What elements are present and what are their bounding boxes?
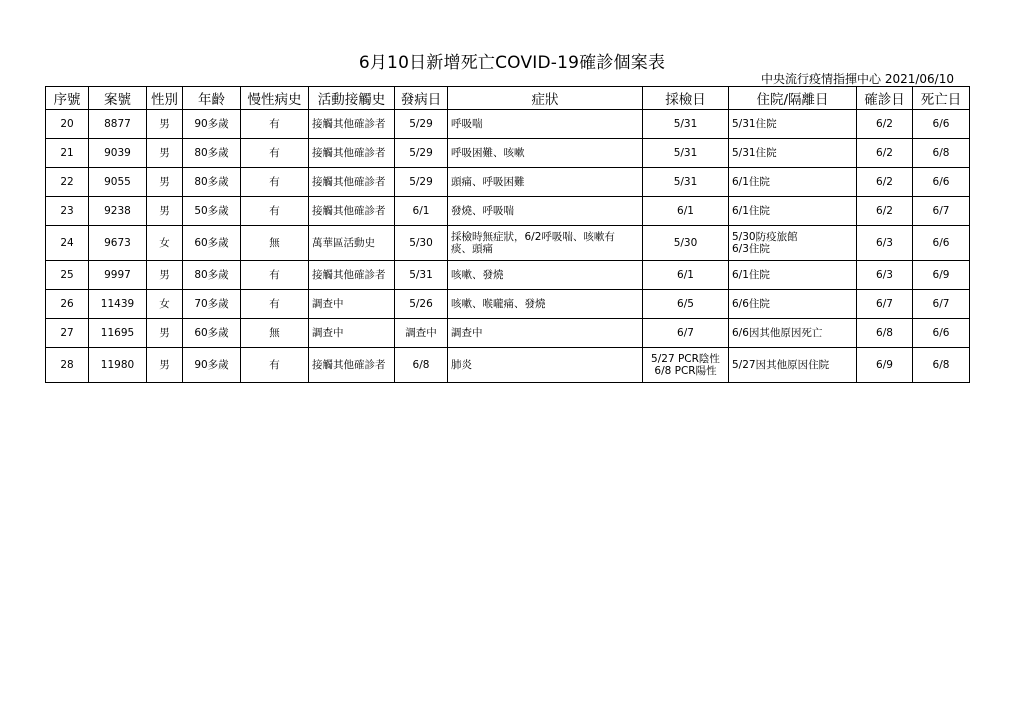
cell-hospital-date-line: 5/31住院 xyxy=(732,118,777,130)
cell-chronic: 無 xyxy=(241,226,309,261)
cell-confirm-date: 6/2 xyxy=(857,139,913,168)
table-row xyxy=(46,319,970,348)
cell-symptoms xyxy=(448,261,643,290)
cell-test-date-line: 5/31 xyxy=(673,176,698,188)
cell-chronic: 有 xyxy=(241,348,309,383)
cell-symptoms-line: 咳嗽、發燒 xyxy=(451,269,504,281)
cell-death-date: 6/7 xyxy=(913,197,970,226)
cell-hospital-date-line: 6/3住院 xyxy=(732,243,770,255)
cell-test-date xyxy=(643,290,729,319)
cell-hospital-date xyxy=(729,290,857,319)
cell-seq: 20 xyxy=(46,110,89,139)
cell-test-date-line: 5/30 xyxy=(673,237,698,249)
table-row xyxy=(46,197,970,226)
cell-onset: 5/30 xyxy=(395,226,448,261)
cell-hospital-date xyxy=(729,319,857,348)
cell-age: 80多歲 xyxy=(183,139,241,168)
cell-confirm-date: 6/3 xyxy=(857,226,913,261)
cell-hospital-date xyxy=(729,168,857,197)
cell-test-date-line: 5/31 xyxy=(673,118,698,130)
cell-sex: 男 xyxy=(147,261,183,290)
cell-symptoms-line: 呼吸困難、咳嗽 xyxy=(451,147,525,159)
cell-age: 90多歲 xyxy=(183,348,241,383)
cell-symptoms-line: 痰、頭痛 xyxy=(451,243,493,255)
table-row xyxy=(46,290,970,319)
cell-case-no: 9039 xyxy=(89,139,147,168)
cell-death-date: 6/7 xyxy=(913,290,970,319)
cell-death-date: 6/6 xyxy=(913,168,970,197)
cell-test-date-line: 6/1 xyxy=(677,205,694,217)
cell-death-date: 6/8 xyxy=(913,348,970,383)
cell-hospital-date-line: 5/30防疫旅館 xyxy=(732,231,798,243)
cell-chronic: 有 xyxy=(241,168,309,197)
cell-case-no: 11980 xyxy=(89,348,147,383)
cell-confirm-date: 6/7 xyxy=(857,290,913,319)
cell-sex: 男 xyxy=(147,197,183,226)
cell-chronic: 有 xyxy=(241,197,309,226)
cell-contact: 調查中 xyxy=(309,319,395,348)
cell-death-date: 6/9 xyxy=(913,261,970,290)
cell-seq: 23 xyxy=(46,197,89,226)
cell-seq: 22 xyxy=(46,168,89,197)
cell-onset: 6/8 xyxy=(395,348,448,383)
cell-contact: 接觸其他確診者 xyxy=(309,348,395,383)
cell-chronic: 有 xyxy=(241,110,309,139)
cell-case-no: 9238 xyxy=(89,197,147,226)
cell-sex: 男 xyxy=(147,319,183,348)
cell-test-date-line: 6/7 xyxy=(677,327,694,339)
cell-hospital-date xyxy=(729,110,857,139)
header-symptoms: 症狀 xyxy=(448,87,643,110)
header-contact: 活動接觸史 xyxy=(309,87,395,110)
cell-seq: 27 xyxy=(46,319,89,348)
cell-symptoms-line: 調查中 xyxy=(451,327,483,339)
cell-case-no: 11439 xyxy=(89,290,147,319)
header-onset: 發病日 xyxy=(395,87,448,110)
cell-test-date-line: 6/5 xyxy=(677,298,694,310)
cell-test-date-line: 6/8 PCR陽性 xyxy=(654,365,717,377)
cell-age: 60多歲 xyxy=(183,319,241,348)
cell-hospital-date-line: 6/6因其他原因死亡 xyxy=(732,327,823,339)
cell-onset: 5/29 xyxy=(395,139,448,168)
cell-hospital-date-line: 5/31住院 xyxy=(732,147,777,159)
cell-death-date: 6/6 xyxy=(913,319,970,348)
cell-symptoms xyxy=(448,226,643,261)
cell-case-no: 9673 xyxy=(89,226,147,261)
cell-onset: 6/1 xyxy=(395,197,448,226)
cell-confirm-date: 6/2 xyxy=(857,110,913,139)
cell-sex: 男 xyxy=(147,348,183,383)
cell-test-date-line: 6/1 xyxy=(677,269,694,281)
cell-test-date xyxy=(643,348,729,383)
page-title: 6月10日新增死亡COVID-19確診個案表 xyxy=(358,53,666,73)
header-hospital-date: 住院/隔離日 xyxy=(729,87,857,110)
cell-onset: 5/31 xyxy=(395,261,448,290)
header-confirm-date: 確診日 xyxy=(857,87,913,110)
cell-symptoms-line: 頭痛、呼吸困難 xyxy=(451,176,525,188)
cell-test-date xyxy=(643,197,729,226)
table-row xyxy=(46,226,970,261)
cell-hospital-date xyxy=(729,348,857,383)
issuer-date: 中央流行疫情指揮中心 2021/06/10 xyxy=(761,72,954,86)
cell-hospital-date-line: 5/27因其他原因住院 xyxy=(732,359,830,371)
cell-case-no: 11695 xyxy=(89,319,147,348)
cell-case-no: 8877 xyxy=(89,110,147,139)
cell-contact: 調查中 xyxy=(309,290,395,319)
table-row xyxy=(46,110,970,139)
cell-symptoms-line: 肺炎 xyxy=(451,359,472,371)
cell-death-date: 6/6 xyxy=(913,226,970,261)
header-death-date: 死亡日 xyxy=(913,87,970,110)
cell-symptoms xyxy=(448,168,643,197)
cell-test-date xyxy=(643,226,729,261)
cell-test-date-line: 5/27 PCR陰性 xyxy=(651,353,720,365)
cell-sex: 女 xyxy=(147,290,183,319)
cell-hospital-date-line: 6/1住院 xyxy=(732,269,770,281)
cell-test-date xyxy=(643,110,729,139)
cell-test-date xyxy=(643,139,729,168)
cell-onset: 調查中 xyxy=(395,319,448,348)
cell-onset: 5/29 xyxy=(395,168,448,197)
table-header-row xyxy=(46,87,970,110)
cell-confirm-date: 6/9 xyxy=(857,348,913,383)
cell-hospital-date-line: 6/1住院 xyxy=(732,176,770,188)
cell-age: 50多歲 xyxy=(183,197,241,226)
cell-confirm-date: 6/2 xyxy=(857,168,913,197)
cell-contact: 接觸其他確診者 xyxy=(309,261,395,290)
cell-symptoms xyxy=(448,348,643,383)
cell-age: 60多歲 xyxy=(183,226,241,261)
cell-seq: 26 xyxy=(46,290,89,319)
cell-age: 90多歲 xyxy=(183,110,241,139)
cell-hospital-date xyxy=(729,197,857,226)
cell-seq: 21 xyxy=(46,139,89,168)
cell-sex: 男 xyxy=(147,168,183,197)
table-row xyxy=(46,139,970,168)
cell-contact: 接觸其他確診者 xyxy=(309,110,395,139)
cell-case-no: 9997 xyxy=(89,261,147,290)
cell-chronic: 有 xyxy=(241,139,309,168)
header-sex: 性別 xyxy=(147,87,183,110)
cell-confirm-date: 6/2 xyxy=(857,197,913,226)
header-case-no: 案號 xyxy=(89,87,147,110)
cell-symptoms xyxy=(448,290,643,319)
cell-onset: 5/29 xyxy=(395,110,448,139)
cell-contact: 萬華區活動史 xyxy=(309,226,395,261)
cell-seq: 24 xyxy=(46,226,89,261)
cell-test-date xyxy=(643,168,729,197)
cell-chronic: 有 xyxy=(241,290,309,319)
cell-confirm-date: 6/8 xyxy=(857,319,913,348)
cell-case-no: 9055 xyxy=(89,168,147,197)
cell-chronic: 無 xyxy=(241,319,309,348)
header-seq: 序號 xyxy=(46,87,89,110)
cell-chronic: 有 xyxy=(241,261,309,290)
cell-contact: 接觸其他確診者 xyxy=(309,168,395,197)
cell-onset: 5/26 xyxy=(395,290,448,319)
cell-death-date: 6/8 xyxy=(913,139,970,168)
cell-sex: 男 xyxy=(147,139,183,168)
cell-seq: 28 xyxy=(46,348,89,383)
cell-hospital-date xyxy=(729,261,857,290)
cell-hospital-date xyxy=(729,139,857,168)
header-age: 年齡 xyxy=(183,87,241,110)
cell-test-date xyxy=(643,261,729,290)
cell-contact: 接觸其他確診者 xyxy=(309,197,395,226)
cell-age: 70多歲 xyxy=(183,290,241,319)
cell-seq: 25 xyxy=(46,261,89,290)
cell-test-date-line: 5/31 xyxy=(673,147,698,159)
cell-confirm-date: 6/3 xyxy=(857,261,913,290)
death-cases-table xyxy=(45,86,970,383)
table-row xyxy=(46,168,970,197)
table-row xyxy=(46,348,970,383)
cell-symptoms-line: 發燒、呼吸喘 xyxy=(451,205,514,217)
table-row xyxy=(46,261,970,290)
cell-hospital-date-line: 6/6住院 xyxy=(732,298,770,310)
cell-symptoms xyxy=(448,197,643,226)
header-test-date: 採檢日 xyxy=(643,87,729,110)
cell-test-date xyxy=(643,319,729,348)
cell-death-date: 6/6 xyxy=(913,110,970,139)
cell-symptoms-line: 採檢時無症狀，6/2呼吸喘、咳嗽有 xyxy=(451,231,615,243)
cell-hospital-date xyxy=(729,226,857,261)
header-chronic: 慢性病史 xyxy=(241,87,309,110)
cell-age: 80多歲 xyxy=(183,168,241,197)
cell-hospital-date-line: 6/1住院 xyxy=(732,205,770,217)
cell-symptoms-line: 呼吸喘 xyxy=(451,118,483,130)
cell-symptoms xyxy=(448,110,643,139)
cell-sex: 男 xyxy=(147,110,183,139)
cell-symptoms xyxy=(448,319,643,348)
cell-age: 80多歲 xyxy=(183,261,241,290)
cell-symptoms xyxy=(448,139,643,168)
cell-symptoms-line: 咳嗽、喉嚨痛、發燒 xyxy=(451,298,546,310)
cell-sex: 女 xyxy=(147,226,183,261)
cell-contact: 接觸其他確診者 xyxy=(309,139,395,168)
